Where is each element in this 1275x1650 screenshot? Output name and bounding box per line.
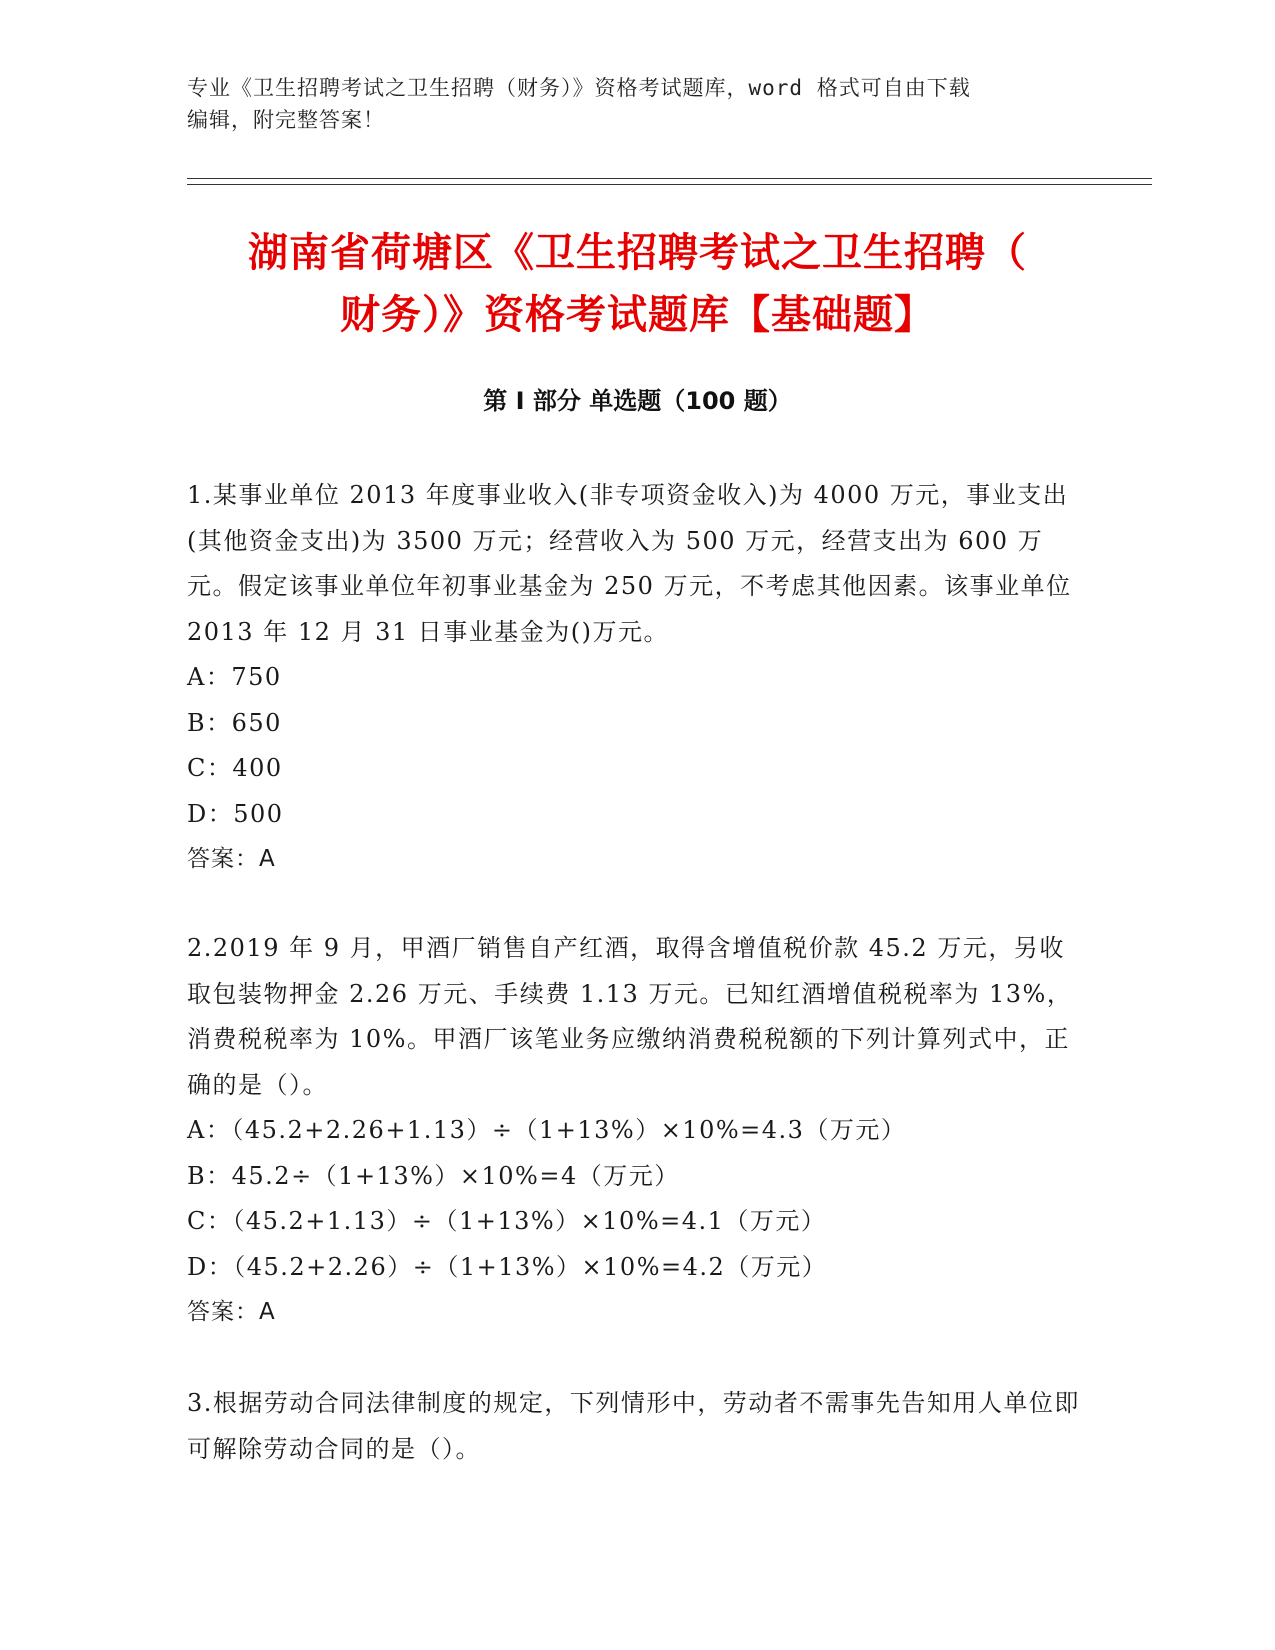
header-divider-bottom: [187, 184, 1152, 185]
option-list: [187, 1108, 1087, 1290]
option-list: [187, 655, 1087, 837]
option-c: C：400: [187, 754, 283, 782]
question-stem: 2.2019 年 9 月，甲酒厂销售自产红酒，取得含增值税价款 45.2 万元，另收取包装物押金 2.26 万元、手续费 1.13 万元。已知红酒增值税税率为 13%，消费税税率为 10%。甲酒厂该笔业务应缴纳消费税税额的下列计算列式中，正确的是（）。: [187, 934, 1073, 1099]
answer-line: 答案：A: [187, 1299, 276, 1325]
document-title-line-2: 财务）》资格考试题库【基础题】: [340, 292, 935, 338]
option-d: D：500: [187, 799, 284, 828]
header-note: [187, 72, 1077, 136]
section-title: 第 I 部分 单选题（100 题）: [483, 387, 792, 415]
header-note-line-2: 编辑，附完整答案！: [187, 108, 385, 132]
option-c: C：（45.2+1.13）÷（1+13%）×10%=4.1（万元）: [187, 1207, 827, 1235]
question-stem: 1.某事业单位 2013 年度事业收入(非专项资金收入)为 4000 万元，事业支出(其他资金支出)为 3500 万元；经营收入为 500 万元，经营支出为 600 万元。假定该事业单位年初事业基金为 250 万元，不考虑其他因素。该事业单位 2013 年 12 月 31 日事业基金为()万元。: [187, 481, 1072, 646]
header-note-line-1: 专业《卫生招聘考试之卫生招聘（财务）》资格考试题库，word 格式可自由下载: [187, 76, 971, 100]
question-3: [187, 1381, 1087, 1472]
option-a: A：750: [187, 663, 282, 691]
document-title: [150, 222, 1125, 346]
option-d: D：（45.2+2.26）÷（1+13%）×10%=4.2（万元）: [187, 1252, 828, 1281]
question-stem: 3.根据劳动合同法律制度的规定，下列情形中，劳动者不需事先告知用人单位即可解除劳动合同的是（）。: [187, 1389, 1080, 1463]
option-b: B：650: [187, 708, 282, 737]
document-title-line-1: 湖南省荷塘区《卫生招聘考试之卫生招聘（: [248, 230, 1027, 276]
option-b: B：45.2÷（1+13%）×10%=4（万元）: [187, 1161, 680, 1190]
answer-line: 答案：A: [187, 846, 276, 872]
option-a: A：（45.2+2.26+1.13）÷（1+13%）×10%=4.3（万元）: [187, 1116, 907, 1144]
question-2: [187, 926, 1087, 1336]
question-1: [187, 473, 1087, 883]
header-divider-top: [187, 178, 1152, 179]
